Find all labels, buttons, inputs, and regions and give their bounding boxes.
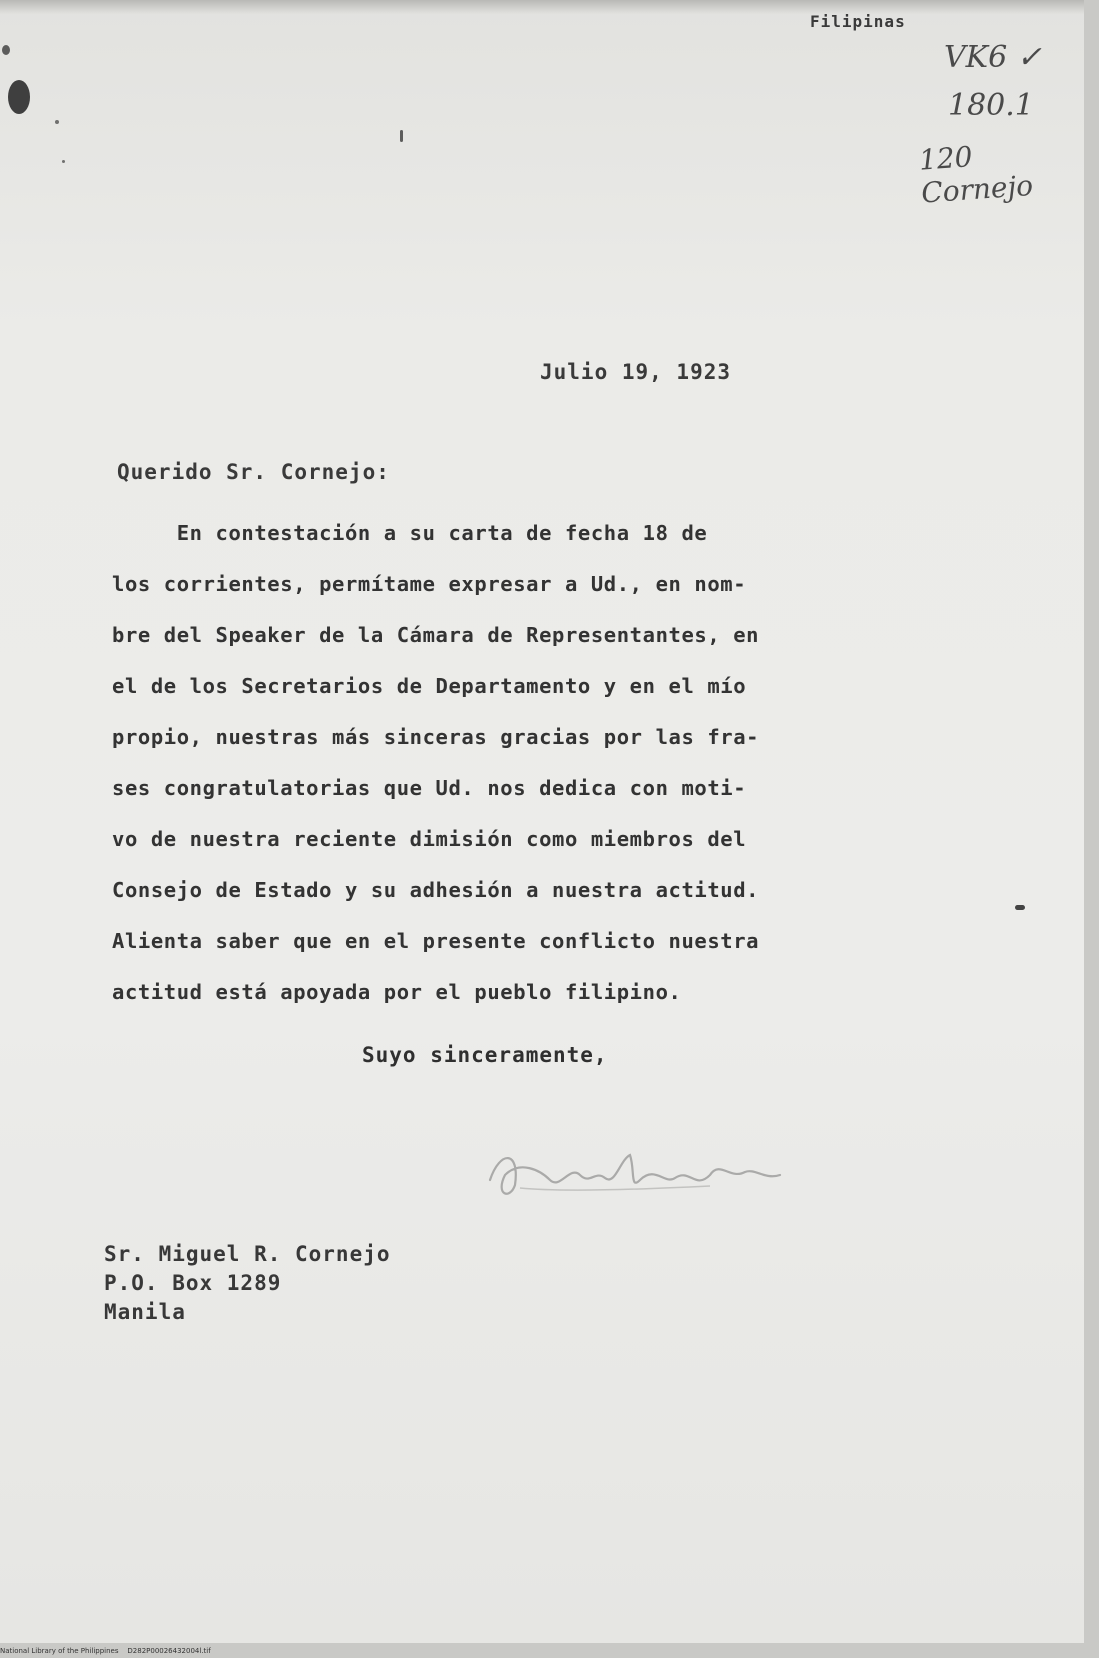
- body-line: los corrientes, permítame expresar a Ud., en nom-: [112, 572, 747, 596]
- handwritten-note: 180.1: [948, 88, 1034, 123]
- ink-speck: [55, 120, 59, 124]
- handwritten-note: VK6 ✓: [944, 40, 1042, 75]
- address-line: Sr. Miguel R. Cornejo: [104, 1242, 391, 1266]
- letter-body: [112, 508, 902, 1018]
- ink-speck: [400, 130, 403, 142]
- body-line: Consejo de Estado y su adhesión a nuestra actitud.: [112, 878, 760, 902]
- ink-speck: [62, 160, 65, 163]
- ink-smudge: [8, 80, 30, 114]
- corner-tag: Filipinas: [810, 12, 906, 31]
- body-line: ses congratulatorias que Ud. nos dedica con moti-: [112, 776, 747, 800]
- body-line: Alienta saber que en el presente conflicto nuestra: [112, 929, 760, 953]
- body-line: actitud está apoyada por el pueblo filipino.: [112, 980, 682, 1004]
- body-line: el de los Secretarios de Departamento y en el mío: [112, 674, 747, 698]
- handwritten-note: 120 Cornejo: [917, 140, 1035, 210]
- closing: Suyo sinceramente,: [362, 1043, 608, 1067]
- salutation: Querido Sr. Cornejo:: [117, 460, 390, 484]
- body-line: propio, nuestras más sinceras gracias por las fra-: [112, 725, 760, 749]
- letter-date: Julio 19, 1923: [540, 360, 732, 384]
- recipient-address: [104, 1240, 391, 1327]
- paper-top-edge: [0, 0, 1084, 14]
- address-line: P.O. Box 1289: [104, 1271, 282, 1295]
- signature: [480, 1140, 800, 1210]
- body-line: En contestación a su carta de fecha 18 de: [112, 521, 708, 545]
- margin-mark: [1015, 905, 1025, 910]
- archive-footer: National Library of the Philippines D282P00026432004l.tif: [0, 1647, 211, 1655]
- body-line: bre del Speaker de la Cámara de Representantes, en: [112, 623, 760, 647]
- body-line: vo de nuestra reciente dimisión como miembros del: [112, 827, 747, 851]
- ink-speck: [2, 45, 10, 55]
- address-line: Manila: [104, 1300, 186, 1324]
